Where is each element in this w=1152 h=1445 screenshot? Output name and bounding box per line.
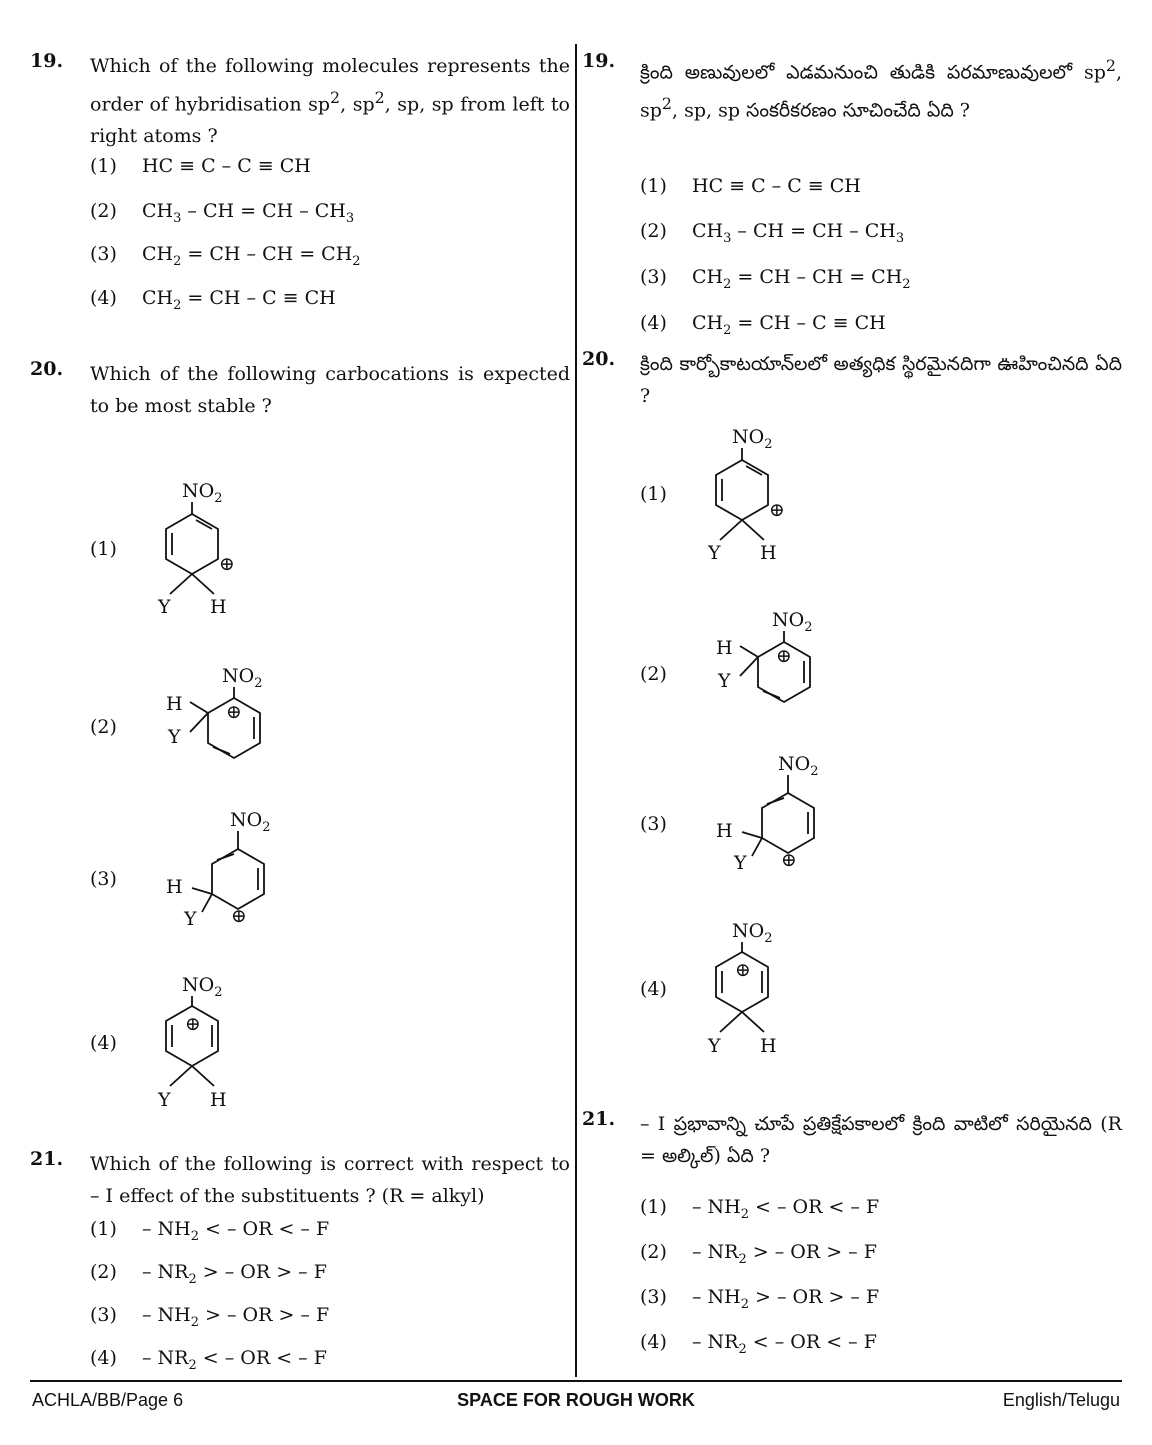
ring-structure <box>166 809 270 930</box>
question-text: Which of the following molecules represents the order of hybridisation $sp^2$, $sp^2$, sp, sp from left to right atoms ? <box>90 55 570 148</box>
h-label: H <box>716 637 733 659</box>
y-label: Y <box>718 670 731 692</box>
ring-structure <box>716 753 818 874</box>
option-3: (3) $CH_2$ = CH – CH = $CH_2$ <box>90 243 361 269</box>
h-label: H <box>760 542 777 564</box>
h-label: H <box>210 596 227 618</box>
option-3: (3) <box>90 868 117 890</box>
y-label: Y <box>708 542 721 564</box>
ring-structure <box>157 974 227 1111</box>
y-label: Y <box>708 1035 721 1057</box>
molecule-option-3-en <box>150 802 300 932</box>
question-text: Which of the following is correct with respect to – I effect of the substituents ? (R = alkyl) <box>90 1153 570 1207</box>
y-label: Y <box>184 908 197 930</box>
y-label: Y <box>158 596 171 618</box>
y-label: Y <box>734 852 747 874</box>
h-label: H <box>166 693 183 715</box>
no2-label: $NO_2$ <box>772 609 813 635</box>
plus-charge: ⊕ <box>219 553 235 575</box>
ring-structure <box>157 480 235 618</box>
molecule-option-2-en <box>150 658 300 778</box>
question-text: క్రింది కార్బోకాటయాన్‌లలో అత్యధిక స్థిరమైనదిగా ఊహించినది ఏది ? <box>640 353 1122 407</box>
option-4: (4) <box>640 978 667 1000</box>
no2-label: $NO_2$ <box>732 426 773 452</box>
molecule-option-1-te <box>690 418 830 578</box>
option-3: $(3) - NH_2$ > – OR > – F <box>90 1304 330 1330</box>
molecule-option-4-te <box>690 912 830 1072</box>
question-number: 21. <box>30 1148 64 1170</box>
option-2: $(2) - NR_2$ > – OR > – F <box>640 1241 877 1267</box>
language-label: English/Telugu <box>1002 1390 1120 1410</box>
y-label: Y <box>158 1089 171 1111</box>
option-1: $(1) - NH_2$ < – OR < – F <box>640 1196 880 1222</box>
question-number: 20. <box>582 348 616 370</box>
y-label: Y <box>168 726 181 748</box>
rough-work-label: SPACE FOR ROUGH WORK <box>457 1390 695 1410</box>
ring-structure <box>707 920 777 1057</box>
option-1: (1) HC ≡ C – C ≡ CH <box>90 155 311 177</box>
option-3: (3) <box>640 813 667 835</box>
option-2: (2) $CH_3$ – CH = CH – $CH_3$ <box>90 200 355 226</box>
option-2: $(2) - NR_2$ > – OR > – F <box>90 1261 327 1287</box>
ring-structure <box>707 426 785 564</box>
plus-charge: ⊕ <box>226 701 242 723</box>
plus-charge: ⊕ <box>185 1013 201 1035</box>
h-label: H <box>716 820 733 842</box>
column-divider <box>575 44 577 1377</box>
molecule-option-3-te <box>700 746 850 876</box>
molecule-option-2-te <box>700 602 850 722</box>
option-2: (2) <box>640 663 667 685</box>
plus-charge: ⊕ <box>769 499 785 521</box>
option-2: (2) <box>90 716 117 738</box>
ring-structure <box>166 665 262 758</box>
no2-label: $NO_2$ <box>230 809 271 835</box>
option-4: $(4) - NR_2$ < – OR < – F <box>640 1331 877 1357</box>
no2-label: $NO_2$ <box>732 920 773 946</box>
no2-label: $NO_2$ <box>222 665 263 691</box>
no2-label: $NO_2$ <box>182 974 223 1000</box>
molecule-option-4-en <box>140 966 280 1126</box>
question-number: 19. <box>30 50 64 72</box>
footer-rule <box>30 1380 1122 1382</box>
question-number: 19. <box>582 50 616 72</box>
option-3: (3) $CH_2$ = CH – CH = $CH_2$ <box>640 266 911 292</box>
option-1: (1) <box>640 483 667 505</box>
page-code: ACHLA/BB/Page 6 <box>32 1390 184 1410</box>
plus-charge: ⊕ <box>781 849 797 871</box>
option-1: (1) <box>90 538 117 560</box>
question-text: – I ప్రభావాన్ని చూపే ప్రతిక్షేపకాలలో క్రింది వాటిలో సరియైనది (R = అల్కిల్) ఏది ? <box>640 1113 1122 1167</box>
question-number: 20. <box>30 358 64 380</box>
h-label: H <box>210 1089 227 1111</box>
option-3: $(3) - NH_2$ > – OR > – F <box>640 1286 880 1312</box>
question-text: Which of the following carbocations is expected to be most stable ? <box>90 363 570 417</box>
option-4: (4) $CH_2$ = CH – C ≡ CH <box>90 287 336 313</box>
question-text: క్రింది అణువులలో ఎడమనుంచి తుడికి పరమాణువులలో $sp^2$, $sp^2$, sp, sp సంకరీకరణం సూచించేది ఏది ? <box>640 56 1122 122</box>
plus-charge: ⊕ <box>735 959 751 981</box>
option-2: (2) $CH_3$ – CH = CH – $CH_3$ <box>640 220 905 246</box>
plus-charge: ⊕ <box>231 905 247 927</box>
no2-label: $NO_2$ <box>182 480 223 506</box>
no2-label: $NO_2$ <box>778 753 819 779</box>
option-1: $(1) - NH_2$ < – OR < – F <box>90 1218 330 1244</box>
molecule-option-1-en <box>140 472 280 632</box>
ring-structure <box>716 609 812 702</box>
option-1: (1) HC ≡ C – C ≡ CH <box>640 175 861 197</box>
h-label: H <box>760 1035 777 1057</box>
question-number: 21. <box>582 1108 616 1130</box>
option-4: $(4) - NR_2$ < – OR < – F <box>90 1347 327 1373</box>
option-4: (4) $CH_2$ = CH – C ≡ CH <box>640 312 886 338</box>
h-label: H <box>166 876 183 898</box>
plus-charge: ⊕ <box>776 645 792 667</box>
option-4: (4) <box>90 1032 117 1054</box>
